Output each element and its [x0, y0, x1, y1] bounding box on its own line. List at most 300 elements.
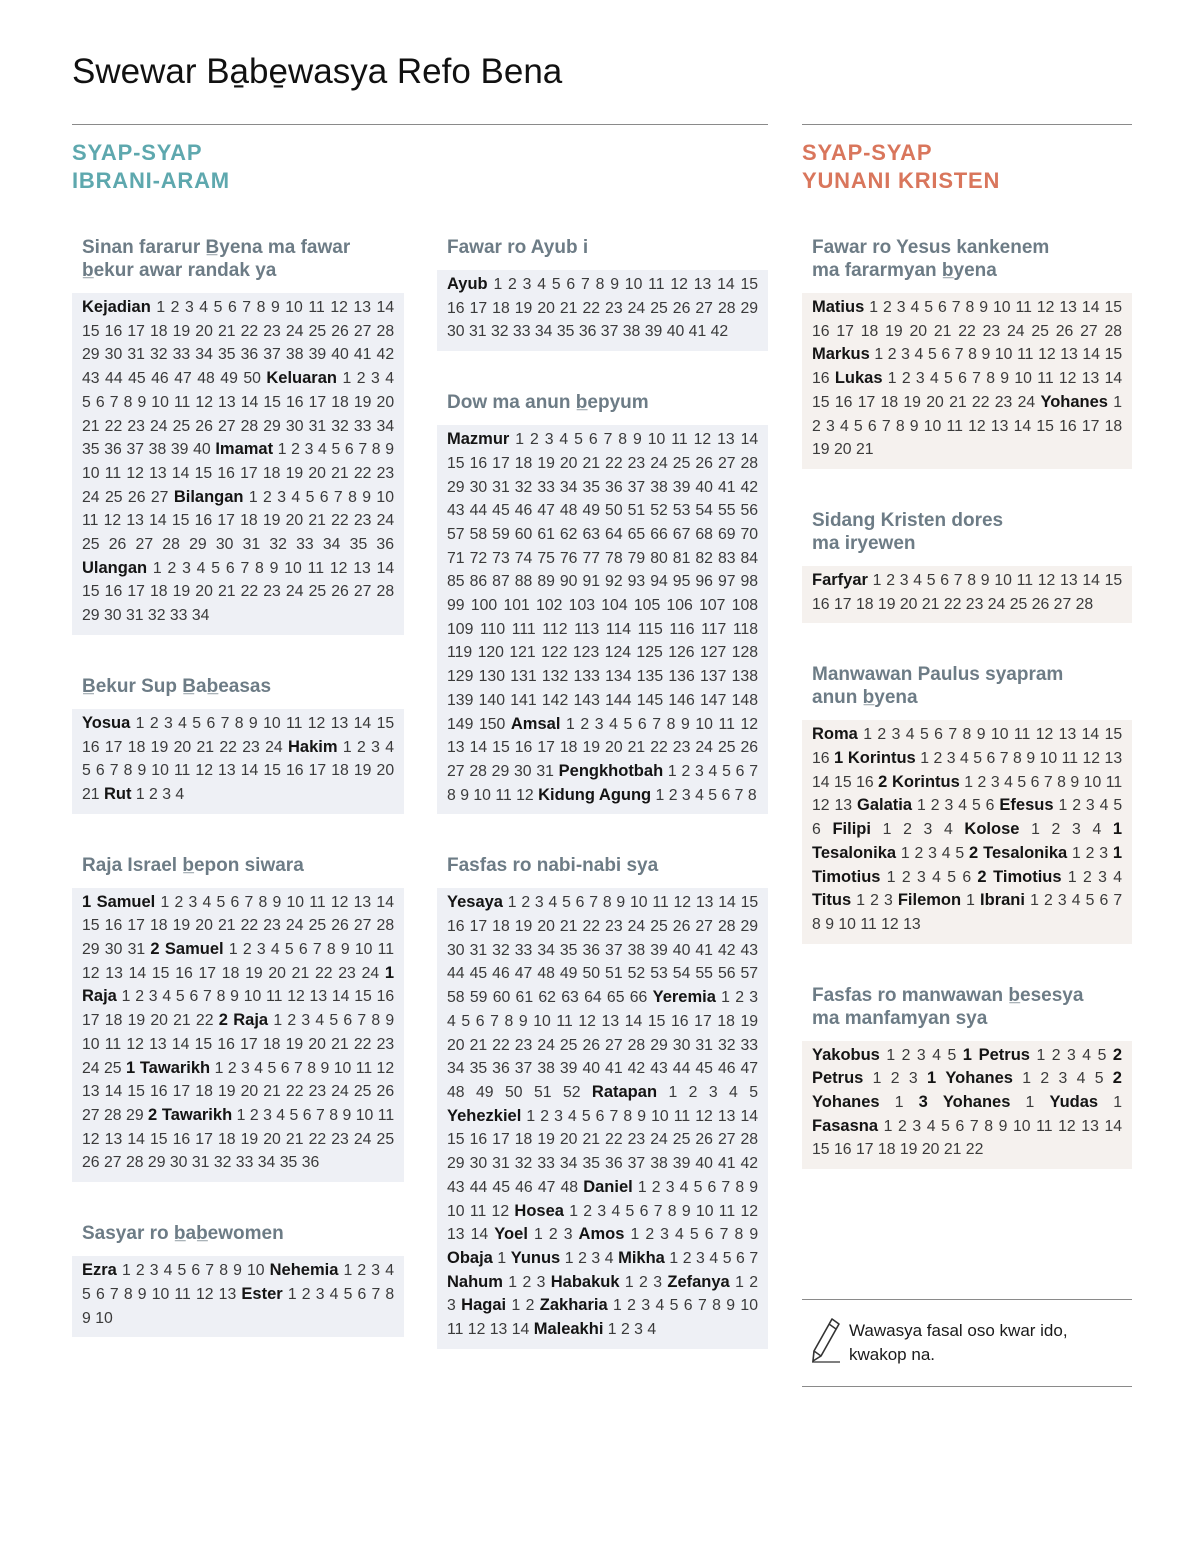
chapter-checkbox[interactable]: 1 — [872, 1070, 882, 1088]
chapter-checkbox[interactable]: 10 — [740, 1297, 758, 1315]
chapter-checkbox[interactable]: 11 — [174, 1285, 191, 1303]
chapter-checkbox[interactable]: 40 — [582, 1060, 601, 1078]
chapter-checkbox[interactable]: 15 — [740, 894, 759, 912]
chapter-checkbox[interactable]: 20 — [285, 512, 304, 530]
chapter-checkbox[interactable]: 30 — [513, 762, 532, 780]
chapter-checkbox[interactable]: 18 — [127, 738, 146, 756]
chapter-checkbox[interactable]: 4 — [329, 1285, 339, 1303]
chapter-checkbox[interactable]: 21 — [217, 917, 236, 935]
chapter-checkbox[interactable]: 2 — [668, 786, 678, 804]
chapter-checkbox[interactable]: 26 — [672, 918, 691, 936]
chapter-checkbox[interactable]: 26 — [331, 583, 349, 601]
chapter-checkbox[interactable]: 10 — [285, 299, 303, 316]
chapter-checkbox[interactable]: 7 — [293, 1059, 303, 1077]
chapter-checkbox[interactable]: 5 — [213, 299, 223, 316]
chapter-checkbox[interactable]: 4 — [567, 1107, 577, 1125]
chapter-checkbox[interactable]: 2 — [1082, 868, 1092, 886]
chapter-checkbox[interactable]: 1 — [883, 1117, 893, 1135]
chapter-checkbox[interactable]: 42 — [740, 478, 759, 496]
chapter-checkbox[interactable]: 102 — [536, 597, 563, 615]
chapter-checkbox[interactable]: 16 — [82, 738, 100, 756]
chapter-checkbox[interactable]: 18 — [514, 454, 533, 472]
chapter-checkbox[interactable]: 20 — [926, 393, 944, 411]
chapter-checkbox[interactable]: 10 — [473, 786, 491, 804]
chapter-checkbox[interactable]: 2 — [174, 893, 184, 911]
chapter-checkbox[interactable]: 16 — [671, 1012, 689, 1030]
chapter-checkbox[interactable]: 23 — [376, 1035, 395, 1053]
chapter-checkbox[interactable]: 1 — [1067, 868, 1077, 886]
chapter-checkbox[interactable]: 24 — [82, 488, 100, 506]
chapter-checkbox[interactable]: 11 — [860, 915, 877, 933]
chapter-checkbox[interactable]: 10 — [994, 571, 1012, 589]
chapter-checkbox[interactable]: 26 — [127, 488, 146, 506]
chapter-checkbox[interactable]: 5 — [693, 1178, 703, 1196]
chapter-checkbox[interactable]: 28 — [627, 1036, 646, 1054]
chapter-checkbox[interactable]: 37 — [263, 346, 281, 364]
chapter-checkbox[interactable]: 3 — [708, 1083, 718, 1101]
chapter-checkbox[interactable]: 38 — [148, 441, 167, 459]
chapter-checkbox[interactable]: 1 — [894, 1094, 904, 1112]
chapter-checkbox[interactable]: 9 — [385, 441, 395, 459]
chapter-checkbox[interactable]: 7 — [1113, 892, 1123, 910]
chapter-checkbox[interactable]: 11 — [286, 714, 303, 732]
chapter-checkbox[interactable]: 12 — [376, 1059, 395, 1077]
chapter-checkbox[interactable]: 59 — [469, 989, 488, 1007]
chapter-checkbox[interactable]: 4 — [729, 1083, 738, 1101]
chapter-checkbox[interactable]: 17 — [469, 918, 488, 936]
chapter-checkbox[interactable]: 2 — [688, 1083, 698, 1101]
chapter-checkbox[interactable]: 4 — [291, 488, 301, 506]
chapter-checkbox[interactable]: 35 — [582, 478, 601, 496]
chapter-checkbox[interactable]: 14 — [812, 773, 830, 791]
chapter-checkbox[interactable]: 23 — [672, 739, 691, 757]
chapter-checkbox[interactable]: 71 — [447, 549, 465, 567]
chapter-checkbox[interactable]: 19 — [285, 1035, 304, 1053]
chapter-checkbox[interactable]: 23 — [994, 393, 1013, 411]
chapter-checkbox[interactable]: 9 — [616, 894, 626, 912]
chapter-checkbox[interactable]: 1 — [1031, 821, 1040, 839]
chapter-checkbox[interactable]: 27 — [447, 762, 465, 780]
chapter-checkbox[interactable]: 30 — [469, 478, 488, 496]
chapter-checkbox[interactable]: 2 — [930, 797, 940, 815]
chapter-checkbox[interactable]: 46 — [514, 502, 533, 520]
chapter-checkbox[interactable]: 24 — [285, 583, 304, 601]
chapter-checkbox[interactable]: 128 — [731, 644, 759, 662]
chapter-checkbox[interactable]: 36 — [301, 1154, 320, 1172]
chapter-checkbox[interactable]: 5 — [175, 988, 185, 1006]
chapter-checkbox[interactable]: 101 — [503, 597, 530, 615]
chapter-checkbox[interactable]: 19 — [903, 393, 921, 411]
chapter-checkbox[interactable]: 2 — [357, 1262, 367, 1280]
chapter-checkbox[interactable]: 28 — [376, 583, 395, 601]
chapter-checkbox[interactable]: 75 — [537, 549, 555, 567]
chapter-checkbox[interactable]: 1 — [1113, 1094, 1123, 1112]
chapter-checkbox[interactable]: 6 — [95, 393, 105, 411]
chapter-checkbox[interactable]: 1 — [624, 1273, 634, 1291]
chapter-checkbox[interactable]: 10 — [923, 417, 942, 435]
chapter-checkbox[interactable]: 1 — [564, 1249, 574, 1267]
chapter-checkbox[interactable]: 21 — [559, 299, 578, 317]
chapter-checkbox[interactable]: 37 — [126, 441, 145, 459]
chapter-checkbox[interactable]: 11 — [1037, 370, 1054, 388]
chapter-checkbox[interactable]: 66 — [629, 989, 648, 1007]
chapter-checkbox[interactable]: 3 — [188, 893, 198, 911]
chapter-checkbox[interactable]: 4 — [708, 762, 718, 780]
chapter-checkbox[interactable]: 5 — [708, 786, 718, 804]
chapter-checkbox[interactable]: 11 — [173, 762, 191, 780]
chapter-checkbox[interactable]: 2 — [645, 1226, 655, 1244]
chapter-checkbox[interactable]: 4 — [1082, 1046, 1092, 1064]
chapter-checkbox[interactable]: 20 — [537, 918, 555, 936]
chapter-checkbox[interactable]: 23 — [627, 454, 646, 472]
chapter-checkbox[interactable]: 56 — [740, 502, 759, 520]
chapter-checkbox[interactable]: 31 — [127, 941, 146, 959]
chapter-checkbox[interactable]: 40 — [695, 478, 713, 496]
chapter-checkbox[interactable]: 38 — [650, 478, 668, 496]
chapter-checkbox[interactable]: 44 — [105, 370, 123, 388]
chapter-checkbox[interactable]: 29 — [263, 417, 281, 435]
chapter-checkbox[interactable]: 15 — [812, 1141, 830, 1159]
chapter-checkbox[interactable]: 35 — [217, 346, 236, 364]
chapter-checkbox[interactable]: 9 — [979, 299, 989, 316]
chapter-checkbox[interactable]: 3 — [891, 726, 901, 744]
chapter-checkbox[interactable]: 6 — [319, 488, 329, 506]
chapter-checkbox[interactable]: 31 — [127, 346, 145, 364]
chapter-checkbox[interactable]: 45 — [469, 965, 488, 983]
chapter-checkbox[interactable]: 42 — [710, 323, 729, 341]
chapter-checkbox[interactable]: 18 — [240, 512, 258, 530]
chapter-checkbox[interactable]: 15 — [492, 739, 510, 757]
chapter-checkbox[interactable]: 26 — [582, 1036, 601, 1054]
chapter-checkbox[interactable]: 6 — [344, 441, 354, 459]
chapter-checkbox[interactable]: 149 — [447, 715, 474, 733]
chapter-checkbox[interactable]: 17 — [833, 595, 852, 613]
chapter-checkbox[interactable]: 41 — [353, 346, 372, 364]
chapter-checkbox[interactable]: 51 — [605, 965, 623, 983]
chapter-checkbox[interactable]: 13 — [149, 1035, 167, 1053]
chapter-checkbox[interactable]: 14 — [240, 762, 259, 780]
chapter-checkbox[interactable]: 8 — [123, 1285, 133, 1303]
chapter-checkbox[interactable]: 21 — [263, 1083, 281, 1101]
chapter-checkbox[interactable]: 38 — [285, 346, 304, 364]
chapter-checkbox[interactable]: 133 — [573, 668, 600, 686]
chapter-checkbox[interactable]: 24 — [627, 918, 646, 936]
chapter-checkbox[interactable]: 21 — [82, 417, 100, 435]
chapter-checkbox[interactable]: 27 — [217, 417, 236, 435]
chapter-checkbox[interactable]: 8 — [618, 431, 628, 449]
chapter-checkbox[interactable]: 1 — [287, 1285, 297, 1303]
chapter-checkbox[interactable]: 10 — [95, 1309, 113, 1327]
chapter-checkbox[interactable]: 3 — [681, 786, 691, 804]
chapter-checkbox[interactable]: 2 — [356, 738, 366, 756]
chapter-checkbox[interactable]: 2 — [903, 821, 912, 839]
chapter-checkbox[interactable]: 7 — [749, 1249, 759, 1267]
chapter-checkbox[interactable]: 65 — [606, 989, 625, 1007]
chapter-checkbox[interactable]: 13 — [447, 1226, 465, 1244]
chapter-checkbox[interactable]: 32 — [149, 346, 168, 364]
chapter-checkbox[interactable]: 24 — [82, 1059, 100, 1077]
chapter-checkbox[interactable]: 32 — [492, 941, 510, 959]
chapter-checkbox[interactable]: 1 — [1030, 892, 1039, 910]
chapter-checkbox[interactable]: 21 — [469, 1036, 488, 1054]
chapter-checkbox[interactable]: 4 — [276, 1106, 286, 1124]
chapter-checkbox[interactable]: 12 — [195, 762, 213, 780]
chapter-checkbox[interactable]: 11 — [718, 1202, 736, 1220]
chapter-checkbox[interactable]: 15 — [1104, 571, 1123, 589]
chapter-checkbox[interactable]: 3 — [148, 988, 158, 1006]
chapter-checkbox[interactable]: 10 — [992, 299, 1011, 316]
chapter-checkbox[interactable]: 30 — [103, 607, 122, 625]
chapter-checkbox[interactable]: 83 — [717, 549, 736, 567]
chapter-checkbox[interactable]: 42 — [740, 1155, 759, 1173]
chapter-checkbox[interactable]: 9 — [825, 915, 834, 933]
chapter-checkbox[interactable]: 4 — [929, 370, 939, 388]
chapter-checkbox[interactable]: 5 — [722, 1249, 732, 1267]
chapter-checkbox[interactable]: 20 — [240, 1083, 259, 1101]
chapter-checkbox[interactable]: 19 — [150, 738, 169, 756]
chapter-checkbox[interactable]: 98 — [740, 573, 759, 591]
chapter-checkbox[interactable]: 11 — [173, 393, 191, 411]
chapter-checkbox[interactable]: 4 — [1113, 868, 1122, 886]
chapter-checkbox[interactable]: 3 — [301, 1012, 311, 1030]
chapter-checkbox[interactable]: 15 — [82, 322, 100, 340]
chapter-checkbox[interactable]: 23 — [605, 918, 623, 936]
chapter-checkbox[interactable]: 7 — [719, 1226, 729, 1244]
chapter-checkbox[interactable]: 32 — [147, 607, 166, 625]
chapter-checkbox[interactable]: 10 — [994, 346, 1013, 364]
chapter-checkbox[interactable]: 4 — [548, 894, 558, 912]
chapter-checkbox[interactable]: 14 — [1013, 417, 1032, 435]
chapter-checkbox[interactable]: 2 — [508, 276, 517, 293]
chapter-checkbox[interactable]: 9 — [749, 1178, 759, 1196]
chapter-checkbox[interactable]: 1 — [1022, 1070, 1032, 1088]
chapter-checkbox[interactable]: 3 — [304, 441, 314, 459]
chapter-checkbox[interactable]: 12 — [1082, 750, 1101, 768]
chapter-checkbox[interactable]: 6 — [940, 571, 950, 589]
chapter-checkbox[interactable]: 41 — [605, 1060, 623, 1078]
chapter-checkbox[interactable]: 1 — [886, 1046, 896, 1064]
chapter-checkbox[interactable]: 57 — [740, 965, 759, 983]
chapter-checkbox[interactable]: 10 — [1013, 1117, 1031, 1135]
chapter-checkbox[interactable]: 3 — [883, 892, 893, 910]
chapter-checkbox[interactable]: 11 — [556, 1012, 573, 1030]
chapter-checkbox[interactable]: 9 — [460, 786, 469, 804]
chapter-checkbox[interactable]: 11 — [104, 464, 122, 482]
chapter-checkbox[interactable]: 1 — [273, 1012, 283, 1030]
chapter-checkbox[interactable]: 3 — [899, 571, 909, 589]
chapter-checkbox[interactable]: 62 — [559, 525, 578, 543]
chapter-checkbox[interactable]: 2 — [651, 1178, 661, 1196]
chapter-checkbox[interactable]: 8 — [968, 346, 977, 364]
chapter-checkbox[interactable]: 5 — [722, 762, 731, 780]
chapter-checkbox[interactable]: 59 — [492, 525, 510, 543]
chapter-checkbox[interactable]: 12 — [330, 299, 348, 316]
chapter-checkbox[interactable]: 14 — [331, 988, 350, 1006]
chapter-checkbox[interactable]: 8 — [667, 1202, 677, 1220]
chapter-checkbox[interactable]: 26 — [695, 454, 713, 472]
chapter-checkbox[interactable]: 2 — [1040, 1070, 1050, 1088]
chapter-checkbox[interactable]: 1 — [882, 821, 892, 839]
chapter-checkbox[interactable]: 13 — [717, 1107, 736, 1125]
chapter-checkbox[interactable]: 58 — [469, 525, 488, 543]
chapter-checkbox[interactable]: 19 — [172, 322, 191, 340]
chapter-checkbox[interactable]: 6 — [280, 1059, 290, 1077]
chapter-checkbox[interactable]: 70 — [740, 525, 759, 543]
chapter-checkbox[interactable]: 22 — [971, 393, 990, 411]
chapter-checkbox[interactable]: 100 — [470, 597, 498, 615]
chapter-checkbox[interactable]: 12 — [1058, 1117, 1076, 1135]
chapter-checkbox[interactable]: 8 — [623, 1107, 633, 1125]
chapter-checkbox[interactable]: 6 — [812, 821, 821, 839]
chapter-checkbox[interactable]: 8 — [329, 1106, 339, 1124]
chapter-checkbox[interactable]: 12 — [881, 915, 899, 933]
chapter-checkbox[interactable]: 24 — [537, 1036, 555, 1054]
chapter-checkbox[interactable]: 4 — [199, 299, 209, 316]
chapter-checkbox[interactable]: 60 — [514, 525, 533, 543]
chapter-checkbox[interactable]: 125 — [636, 644, 663, 662]
chapter-checkbox[interactable]: 13 — [149, 464, 167, 482]
chapter-checkbox[interactable]: 22 — [492, 1036, 510, 1054]
chapter-checkbox[interactable]: 2 — [135, 988, 144, 1006]
chapter-checkbox[interactable]: 7 — [999, 750, 1009, 768]
chapter-checkbox[interactable]: 6 — [962, 868, 972, 886]
chapter-checkbox[interactable]: 109 — [447, 620, 474, 638]
chapter-checkbox[interactable]: 9 — [680, 715, 690, 733]
chapter-checkbox[interactable]: 2 — [521, 894, 531, 912]
chapter-checkbox[interactable]: 25 — [104, 488, 123, 506]
chapter-checkbox[interactable]: 3 — [896, 299, 906, 316]
chapter-checkbox[interactable]: 5 — [562, 894, 571, 912]
chapter-checkbox[interactable]: 6 — [302, 1106, 312, 1124]
chapter-checkbox[interactable]: 2 — [548, 1226, 558, 1244]
chapter-checkbox[interactable]: 13 — [489, 1321, 508, 1339]
chapter-checkbox[interactable]: 8 — [595, 276, 605, 293]
chapter-checkbox[interactable]: 2 — [1072, 797, 1081, 815]
chapter-checkbox[interactable]: 68 — [695, 525, 713, 543]
chapter-checkbox[interactable]: 22 — [650, 739, 668, 757]
chapter-checkbox[interactable]: 17 — [492, 454, 510, 472]
chapter-checkbox[interactable]: 34 — [257, 1154, 276, 1172]
chapter-checkbox[interactable]: 5 — [947, 1046, 957, 1064]
chapter-checkbox[interactable]: 9 — [269, 559, 279, 577]
chapter-checkbox[interactable]: 19 — [240, 1130, 259, 1148]
chapter-checkbox[interactable]: 80 — [650, 549, 668, 567]
chapter-checkbox[interactable]: 14 — [171, 1035, 190, 1053]
chapter-checkbox[interactable]: 1 — [507, 894, 517, 912]
chapter-checkbox[interactable]: 1 — [874, 346, 884, 364]
chapter-checkbox[interactable]: 12 — [1036, 299, 1055, 316]
chapter-checkbox[interactable]: 24 — [285, 322, 304, 340]
chapter-checkbox[interactable]: 10 — [354, 941, 373, 959]
chapter-checkbox[interactable]: 11 — [946, 417, 963, 435]
chapter-checkbox[interactable]: 2 — [886, 571, 895, 589]
chapter-checkbox[interactable]: 10 — [647, 431, 666, 449]
chapter-checkbox[interactable]: 65 — [627, 525, 646, 543]
chapter-checkbox[interactable]: 12 — [1058, 370, 1077, 388]
chapter-checkbox[interactable]: 47 — [537, 502, 555, 520]
chapter-checkbox[interactable]: 7 — [972, 370, 981, 388]
chapter-checkbox[interactable]: 1 — [655, 786, 665, 804]
chapter-checkbox[interactable]: 5 — [927, 346, 937, 364]
chapter-checkbox[interactable]: 10 — [629, 894, 648, 912]
chapter-checkbox[interactable]: 11 — [671, 431, 688, 449]
chapter-checkbox[interactable]: 22 — [958, 322, 976, 340]
chapter-checkbox[interactable]: 147 — [700, 691, 727, 709]
chapter-checkbox[interactable]: 2 — [1051, 1046, 1061, 1064]
chapter-checkbox[interactable]: 4 — [695, 786, 704, 804]
chapter-checkbox[interactable]: 48 — [197, 370, 215, 388]
chapter-checkbox[interactable]: 20 — [921, 1141, 940, 1159]
chapter-checkbox[interactable]: 3 — [370, 370, 380, 388]
chapter-checkbox[interactable]: 14 — [717, 276, 735, 293]
chapter-checkbox[interactable]: 12 — [307, 714, 326, 732]
chapter-checkbox[interactable]: 25 — [559, 1036, 578, 1054]
chapter-checkbox[interactable]: 9 — [385, 1012, 395, 1030]
chapter-checkbox[interactable]: 1 — [515, 431, 525, 449]
chapter-checkbox[interactable]: 17 — [492, 1131, 510, 1149]
chapter-checkbox[interactable]: 23 — [242, 738, 260, 756]
chapter-checkbox[interactable]: 30 — [447, 941, 465, 959]
chapter-checkbox[interactable]: 24 — [1017, 393, 1036, 411]
chapter-checkbox[interactable]: 6 — [357, 1285, 367, 1303]
chapter-checkbox[interactable]: 2 — [540, 1107, 550, 1125]
chapter-checkbox[interactable]: 17 — [172, 1083, 191, 1101]
chapter-checkbox[interactable]: 19 — [537, 454, 555, 472]
chapter-checkbox[interactable]: 10 — [1014, 370, 1032, 388]
chapter-checkbox[interactable]: 5 — [461, 1012, 471, 1030]
chapter-checkbox[interactable]: 67 — [672, 525, 691, 543]
chapter-checkbox[interactable]: 55 — [717, 502, 736, 520]
chapter-checkbox[interactable]: 5 — [305, 488, 315, 506]
chapter-checkbox[interactable]: 17 — [694, 1012, 712, 1030]
chapter-checkbox[interactable]: 13 — [717, 431, 735, 449]
chapter-checkbox[interactable]: 20 — [173, 738, 192, 756]
chapter-checkbox[interactable]: 23 — [263, 917, 281, 935]
chapter-checkbox[interactable]: 14 — [470, 1226, 489, 1244]
chapter-checkbox[interactable]: 16 — [812, 595, 830, 613]
chapter-checkbox[interactable]: 7 — [490, 1012, 499, 1030]
chapter-checkbox[interactable]: 17 — [469, 299, 488, 317]
chapter-checkbox[interactable]: 17 — [240, 1035, 258, 1053]
chapter-checkbox[interactable]: 4 — [196, 559, 206, 577]
chapter-checkbox[interactable]: 2 — [167, 559, 177, 577]
chapter-checkbox[interactable]: 3 — [241, 1059, 250, 1077]
chapter-checkbox[interactable]: 15 — [194, 1035, 213, 1053]
chapter-checkbox[interactable]: 10 — [533, 1012, 551, 1030]
chapter-checkbox[interactable]: 3 — [653, 1273, 662, 1291]
chapter-checkbox[interactable]: 7 — [220, 714, 230, 732]
chapter-checkbox[interactable]: 84 — [740, 549, 759, 567]
chapter-checkbox[interactable]: 3 — [1057, 892, 1067, 910]
chapter-checkbox[interactable]: 21 — [331, 1035, 349, 1053]
chapter-checkbox[interactable]: 97 — [717, 573, 736, 591]
chapter-checkbox[interactable]: 6 — [191, 1262, 201, 1280]
chapter-checkbox[interactable]: 6 — [298, 941, 308, 959]
chapter-checkbox[interactable]: 9 — [137, 1285, 147, 1303]
chapter-checkbox[interactable]: 7 — [312, 941, 322, 959]
chapter-checkbox[interactable]: 17 — [240, 464, 258, 482]
chapter-checkbox[interactable]: 27 — [1053, 595, 1072, 613]
chapter-checkbox[interactable]: 7 — [953, 571, 963, 589]
chapter-checkbox[interactable]: 5 — [551, 276, 561, 293]
chapter-checkbox[interactable]: 4 — [647, 1321, 657, 1339]
chapter-checkbox[interactable]: 25 — [1031, 322, 1049, 340]
chapter-checkbox[interactable]: 13 — [218, 393, 236, 411]
chapter-checkbox[interactable]: 12 — [467, 1321, 486, 1339]
chapter-checkbox[interactable]: 27 — [695, 299, 713, 317]
chapter-checkbox[interactable]: 25 — [650, 299, 668, 317]
chapter-checkbox[interactable]: 31 — [125, 607, 144, 625]
